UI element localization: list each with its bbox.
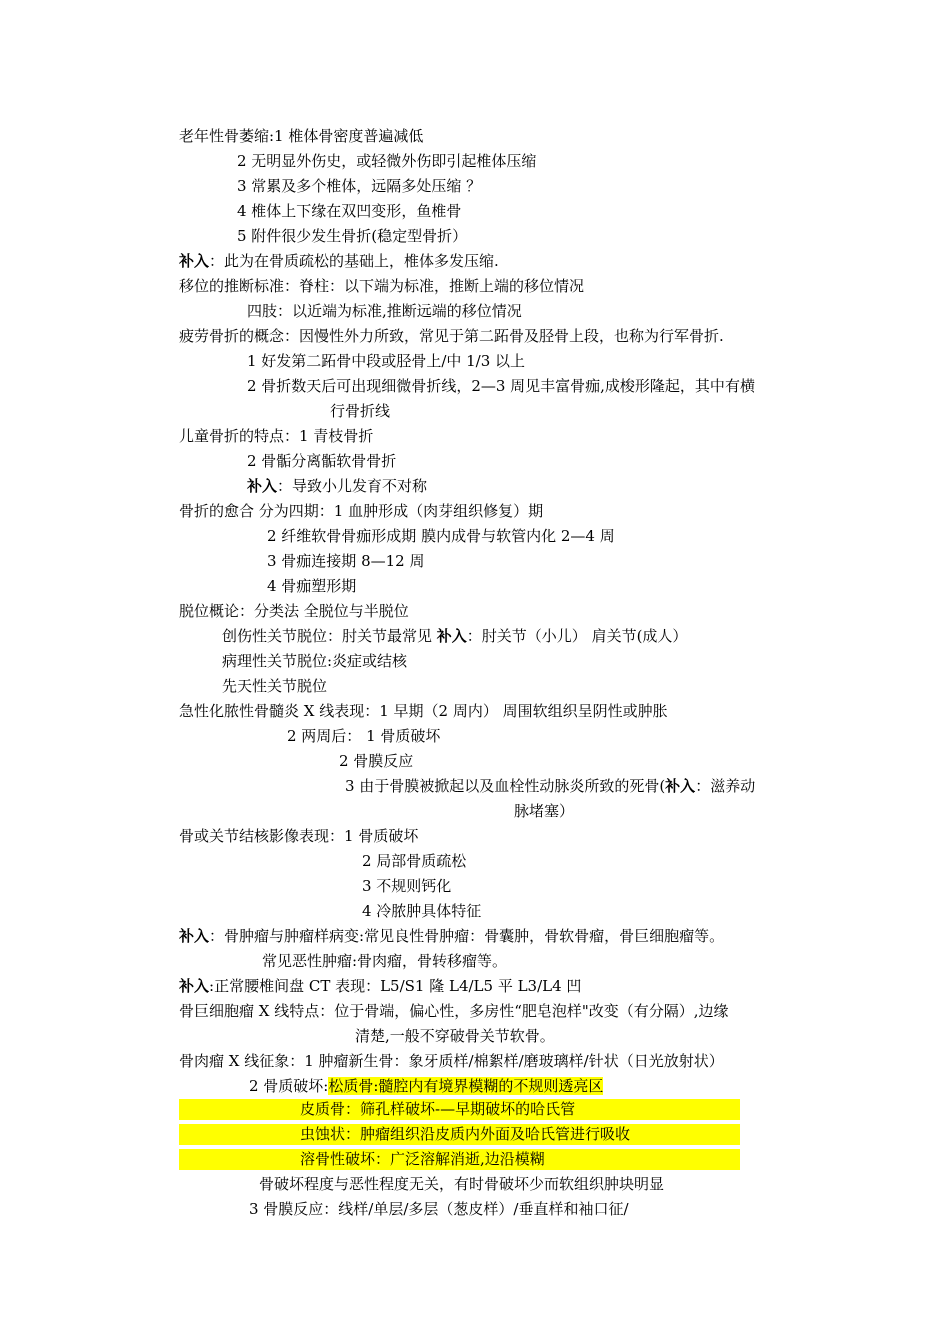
text-line: 2 局部骨质疏松	[362, 852, 467, 870]
text-line-fatigue-fracture: 疲劳骨折的概念：因慢性外力所致，常见于第二跖骨及胫骨上段，也称为行军骨折.	[179, 327, 724, 345]
text-line: 四肢：以近端为标准,推断远端的移位情况	[247, 302, 522, 320]
text-line-body: ：滋养动	[695, 777, 756, 795]
text-line-supplement	[179, 249, 499, 274]
text-line: 清楚,一般不穿破骨关节软骨。	[355, 1027, 555, 1045]
text-line: 2 骨折数天后可出现细微骨折线，2—3 周见丰富骨痂,成梭形隆起，其中有横	[247, 377, 755, 395]
text-line-child-fracture: 儿童骨折的特点：1 青枝骨折	[179, 427, 374, 445]
text-line-senile-osteoporosis: 老年性骨萎缩:1 椎体骨密度普遍减低	[179, 127, 424, 145]
text-line: 3 骨痂连接期 8—12 周	[267, 552, 425, 570]
text-line: 3 常累及多个椎体，远隔多处压缩 ？	[237, 177, 482, 195]
text-line-osteomyelitis: 急性化脓性骨髓炎 X 线表现：1 早期（2 周内） 周围软组织呈阴性或肿胀	[179, 702, 668, 720]
supplement-label: 补入	[247, 477, 278, 495]
text-line-body: 创伤性关节脱位：肘关节最常见	[222, 627, 437, 645]
text-line-supplement	[179, 924, 724, 949]
text-line-body: ：此为在骨质疏松的基础上，椎体多发压缩.	[209, 252, 499, 270]
text-line-body: 3 由于骨膜被掀起以及血栓性动脉炎所致的死骨(	[345, 777, 666, 795]
text-line: 先天性关节脱位	[222, 677, 328, 695]
supplement-label: 补入	[179, 977, 210, 995]
text-line-highlighted	[249, 1074, 603, 1099]
text-line-dislocation: 脱位概论：分类法 全脱位与半脱位	[179, 602, 409, 620]
text-line: 4 椎体上下缘在双凹变形，鱼椎骨	[237, 202, 462, 220]
text-line: 行骨折线	[330, 402, 391, 420]
supplement-label: 补入	[436, 627, 467, 645]
supplement-label: 补入	[179, 252, 210, 270]
highlighted-text: 虫蚀状：肿瘤组织沿皮质内外面及哈氏管进行吸收	[300, 1125, 631, 1143]
text-line-body: :正常腰椎间盘 CT 表现：L5/S1 隆 L4/L5 平 L3/L4 凹	[209, 977, 582, 995]
text-line: 病理性关节脱位:炎症或结核	[222, 652, 408, 670]
supplement-label: 补入	[179, 927, 210, 945]
text-line: 3 不规则钙化	[362, 877, 452, 895]
text-line-displacement: 移位的推断标准：脊柱：以下端为标准，推断上端的移位情况	[179, 277, 585, 295]
text-line-supplement	[247, 474, 427, 499]
text-line-body: 2 骨质破坏:	[249, 1077, 329, 1095]
text-line-body: ：导致小儿发育不对称	[277, 477, 428, 495]
text-line: 5 附件很少发生骨折(稳定型骨折）	[237, 227, 468, 245]
text-line: 骨破坏程度与恶性程度无关，有时骨破坏少而软组织肿块明显	[259, 1175, 665, 1193]
highlighted-text: 皮质骨：筛孔样破坏-—早期破坏的哈氏管	[300, 1100, 576, 1118]
text-line-tuberculosis: 骨或关节结核影像表现：1 骨质破坏	[179, 827, 419, 845]
text-line-supplement	[179, 974, 581, 999]
supplement-label: 补入	[665, 777, 696, 795]
text-line: 2 骨膜反应	[339, 752, 414, 770]
text-line: 4 骨痂塑形期	[267, 577, 357, 595]
text-line: 2 骨骺分离骺软骨骨折	[247, 452, 397, 470]
text-line-body: ：骨肿瘤与肿瘤样病变:常见良性骨肿瘤：骨囊肿，骨软骨瘤，骨巨细胞瘤等。	[209, 927, 725, 945]
text-line: 脉堵塞）	[514, 802, 575, 820]
text-line: 4 冷脓肿具体特征	[362, 902, 482, 920]
text-line: 3 骨膜反应：线样/单层/多层（葱皮样）/垂直样和袖口征/	[249, 1200, 629, 1218]
text-line: 2 无明显外伤史，或轻微外伤即引起椎体压缩	[237, 152, 537, 170]
text-line-fracture-healing: 骨折的愈合 分为四期：1 血肿形成（肉芽组织修复）期	[179, 502, 544, 520]
text-line-supplement	[345, 774, 755, 799]
text-line: 常见恶性肿瘤:骨肉瘤，骨转移瘤等。	[262, 952, 508, 970]
highlighted-text: 溶骨性破坏：广泛溶解消逝,边沿模糊	[300, 1150, 545, 1168]
text-line-osteosarcoma: 骨肉瘤 X 线征象：1 肿瘤新生骨：象牙质样/棉絮样/磨玻璃样/针状（日光放射状）	[179, 1052, 724, 1070]
highlighted-text: 松质骨:髓腔内有境界模糊的不规则透亮区	[328, 1077, 604, 1095]
text-line: 2 纤维软骨骨痂形成期 膜内成骨与软管内化 2—4 周	[267, 527, 615, 545]
text-line: 2 两周后： 1 骨质破坏	[287, 727, 441, 745]
text-line: 1 好发第二跖骨中段或胫骨上/中 1/3 以上	[247, 352, 526, 370]
text-line-giant-cell-tumor: 骨巨细胞瘤 X 线特点：位于骨端，偏心性，多房性“肥皂泡样"改变（有分隔）,边缘	[179, 1002, 729, 1020]
text-line-body: ：肘关节（小儿） 肩关节(成人）	[466, 627, 688, 645]
text-line-supplement	[222, 624, 687, 649]
